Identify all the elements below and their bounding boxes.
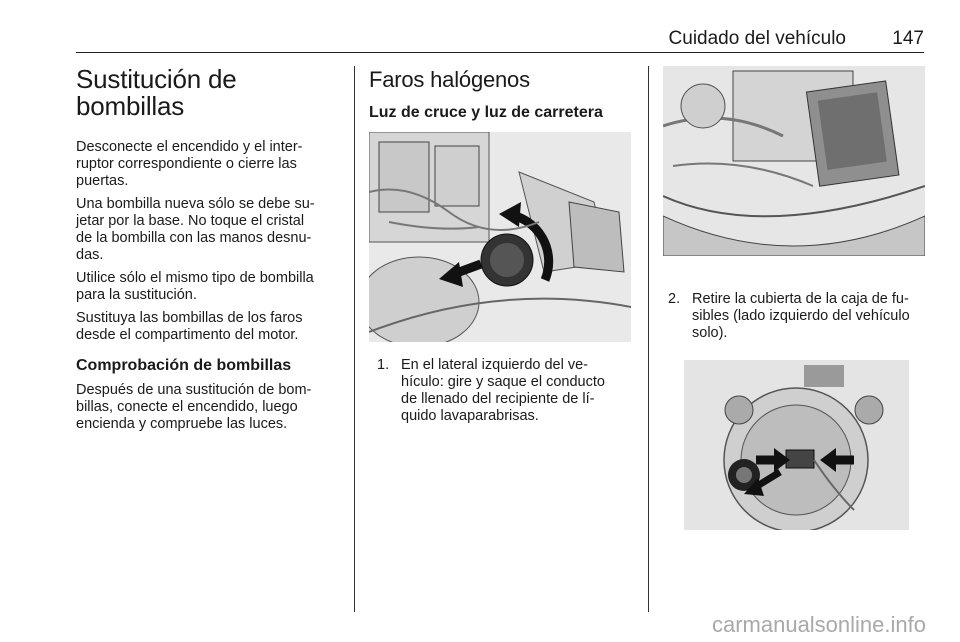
fuse-box-illustration xyxy=(663,66,925,256)
paragraph-replace-from-engine: Sustituya las bombillas de los faros desde el compartimento del motor. xyxy=(76,310,303,343)
step-2-text: Retire la cubierta de la caja de fu- sibles (lado izquierdo del vehículo solo). xyxy=(692,291,910,341)
column-2 xyxy=(369,66,635,126)
subheading-bulb-check: Comprobación de bombillas xyxy=(76,357,292,374)
washer-reservoir-drawing xyxy=(369,132,631,342)
step-1: 1. En el lateral izquierdo del ve- hículo: gire y saque el conducto de llenado del recipiente de lí- quido lavaparabrisas. xyxy=(377,357,605,424)
fuse-box-drawing xyxy=(663,66,925,256)
halogen-subheading: Luz de cruce y luz de carretera xyxy=(369,104,603,121)
column-divider-2 xyxy=(648,66,649,612)
step-2: 2. Retire la cubierta de la caja de fu- sibles (lado izquierdo del vehículo solo). xyxy=(668,291,910,341)
headlamp-connector-drawing xyxy=(684,360,909,530)
halogen-heading: Faros halógenos xyxy=(369,67,530,92)
section-title: Cuidado del vehículo xyxy=(668,28,846,49)
column-1 xyxy=(76,66,344,433)
page-number: 147 xyxy=(892,28,924,49)
watermark: carmanualsonline.info xyxy=(711,612,926,637)
headlamp-connector-illustration xyxy=(684,360,909,530)
step-1-text: En el lateral izquierdo del ve- hículo: gire y saque el conducto de llenado del recipiente de lí- quido lavaparabrisas. xyxy=(401,357,605,424)
column-divider-1 xyxy=(354,66,355,612)
paragraph-bulb-check: Después de una sustitución de bom- billas, conecte el encendido, luego encienda y compruebe las luces. xyxy=(76,382,312,432)
paragraph-ignition: Desconecte el encendido y el inter- ruptor correspondiente o cierre las puertas. xyxy=(76,139,303,189)
paragraph-bulb-type: Utilice sólo el mismo tipo de bombilla para la sustitución. xyxy=(76,270,314,303)
paragraph-bulb-handling: Una bombilla nueva sólo se debe su- jetar por la base. No toque el cristal de la bombilla con las manos desnu- das. xyxy=(76,196,315,263)
page-header xyxy=(76,24,924,53)
section-heading: Sustitución de bombillas xyxy=(76,64,237,121)
washer-reservoir-illustration xyxy=(369,132,631,342)
